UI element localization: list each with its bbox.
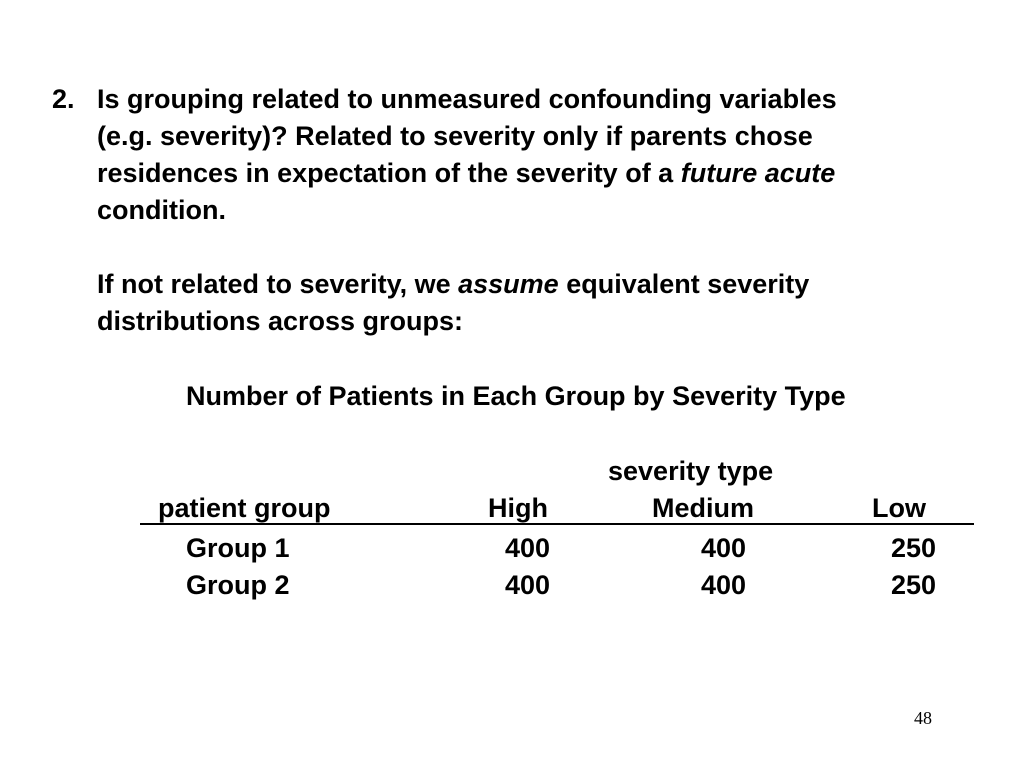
- column-header-medium: Medium: [652, 493, 755, 523]
- assumption-line-2: distributions across groups:: [97, 306, 464, 336]
- row-label-group-1: Group 1: [186, 533, 290, 563]
- cell-group-2-low: 250: [890, 570, 936, 600]
- cell-group-1-high: 400: [504, 533, 550, 563]
- assumption-line-1: [97, 271, 809, 298]
- page-number: 48: [914, 708, 932, 728]
- item-number: 2.: [52, 84, 75, 114]
- severity-type-header: severity type: [608, 456, 774, 486]
- question-line-2: (e.g. severity)? Related to severity only if parents chose: [97, 121, 813, 151]
- assumption-pre: If not related to severity, we: [97, 269, 459, 299]
- cell-group-1-low: 250: [890, 533, 936, 563]
- patient-group-header: patient group: [158, 493, 331, 523]
- column-header-high: High: [488, 493, 548, 523]
- table-title: Number of Patients in Each Group by Severity Type: [186, 381, 846, 411]
- row-label-group-2: Group 2: [186, 570, 290, 600]
- assumption-post: equivalent severity: [558, 269, 810, 299]
- question-line-4: condition.: [97, 195, 226, 225]
- assume-emphasis: assume: [458, 269, 559, 299]
- column-header-low: Low: [872, 493, 926, 523]
- question-line-1: Is grouping related to unmeasured confounding variables: [97, 84, 837, 114]
- question-line-3: [97, 160, 835, 187]
- question-line-3-text: residences in expectation of the severity of a: [97, 158, 681, 188]
- cell-group-2-high: 400: [504, 570, 550, 600]
- future-acute-emphasis: future acute: [680, 158, 836, 188]
- table-header-rule: [140, 523, 974, 525]
- cell-group-1-medium: 400: [700, 533, 746, 563]
- cell-group-2-medium: 400: [700, 570, 746, 600]
